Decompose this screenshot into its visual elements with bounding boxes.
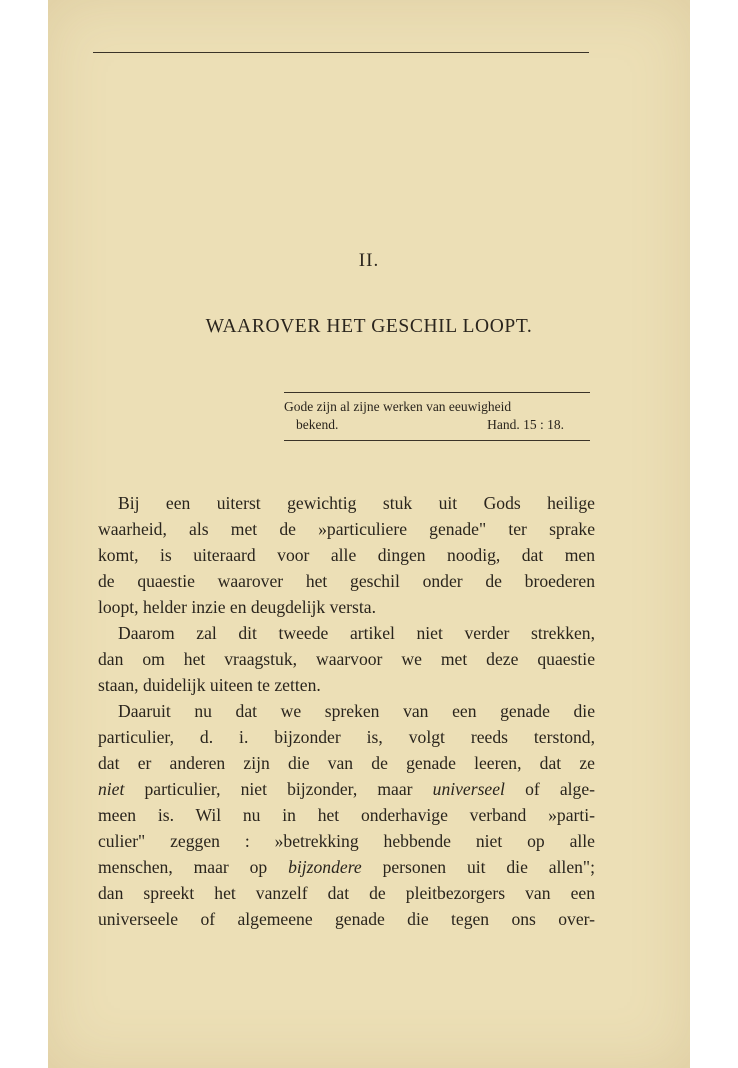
- italic-word: universeel: [432, 779, 505, 799]
- epigraph-text-end: bekend.: [296, 417, 339, 432]
- epigraph-line-2: [284, 416, 590, 434]
- header-rule: [93, 52, 589, 53]
- paragraph-1: [98, 490, 595, 620]
- italic-word: niet: [98, 779, 125, 799]
- text-line: culier" zeggen : »betrekking hebbende niet op alle: [98, 831, 595, 851]
- text-line: dat er anderen zijn die van de genade leeren, dat ze: [98, 753, 595, 773]
- text-line: [98, 854, 595, 880]
- paragraph-2: [98, 620, 595, 698]
- text-line: komt, is uiteraard voor alle dingen noodig, dat men: [98, 545, 595, 565]
- chapter-title: WAAROVER HET GESCHIL LOOPT.: [205, 316, 533, 337]
- text-line: universeele of algemeene genade die tegen ons over-: [98, 909, 595, 929]
- text-line: particulier, d. i. bijzonder is, volgt reeds terstond,: [98, 727, 595, 747]
- text-line: meen is. Wil nu in het onderhavige verband »parti-: [98, 805, 595, 825]
- text-line: [98, 776, 595, 802]
- epigraph-reference: Hand. 15 : 18.: [487, 417, 564, 432]
- text-fragment: menschen, maar op: [98, 857, 289, 877]
- italic-word: bijzondere: [288, 857, 362, 877]
- text-line: Daaruit nu dat we spreken van een genade die: [118, 701, 595, 721]
- text-line: Daarom zal dit tweede artikel niet verder strekken,: [118, 623, 595, 643]
- text-line: dan spreekt het vanzelf dat de pleitbezorgers van een: [98, 883, 595, 903]
- epigraph: [284, 392, 590, 441]
- chapter-number: II.: [358, 250, 380, 271]
- text-line: dan om het vraagstuk, waarvoor we met deze quaestie: [98, 649, 595, 669]
- text-fragment: of alge-: [504, 779, 596, 799]
- text-line: loopt, helder inzie en deugdelijk versta.: [98, 597, 376, 617]
- text-line: Bij een uiterst gewichtig stuk uit Gods heilige: [118, 493, 595, 513]
- text-fragment: particulier, niet bijzonder, maar: [124, 779, 433, 799]
- text-line: waarheid, als met de »particuliere genade" ter sprake: [98, 519, 595, 539]
- text-line: staan, duidelijk uiteen te zetten.: [98, 675, 321, 695]
- epigraph-line-1: Gode zijn al zijne werken van eeuwigheid: [284, 399, 512, 414]
- book-page: [48, 0, 690, 1068]
- text-fragment: personen uit die allen";: [361, 857, 595, 877]
- text-line: de quaestie waarover het geschil onder de broederen: [98, 571, 595, 591]
- paragraph-3: [98, 698, 595, 932]
- body-text: [98, 490, 595, 932]
